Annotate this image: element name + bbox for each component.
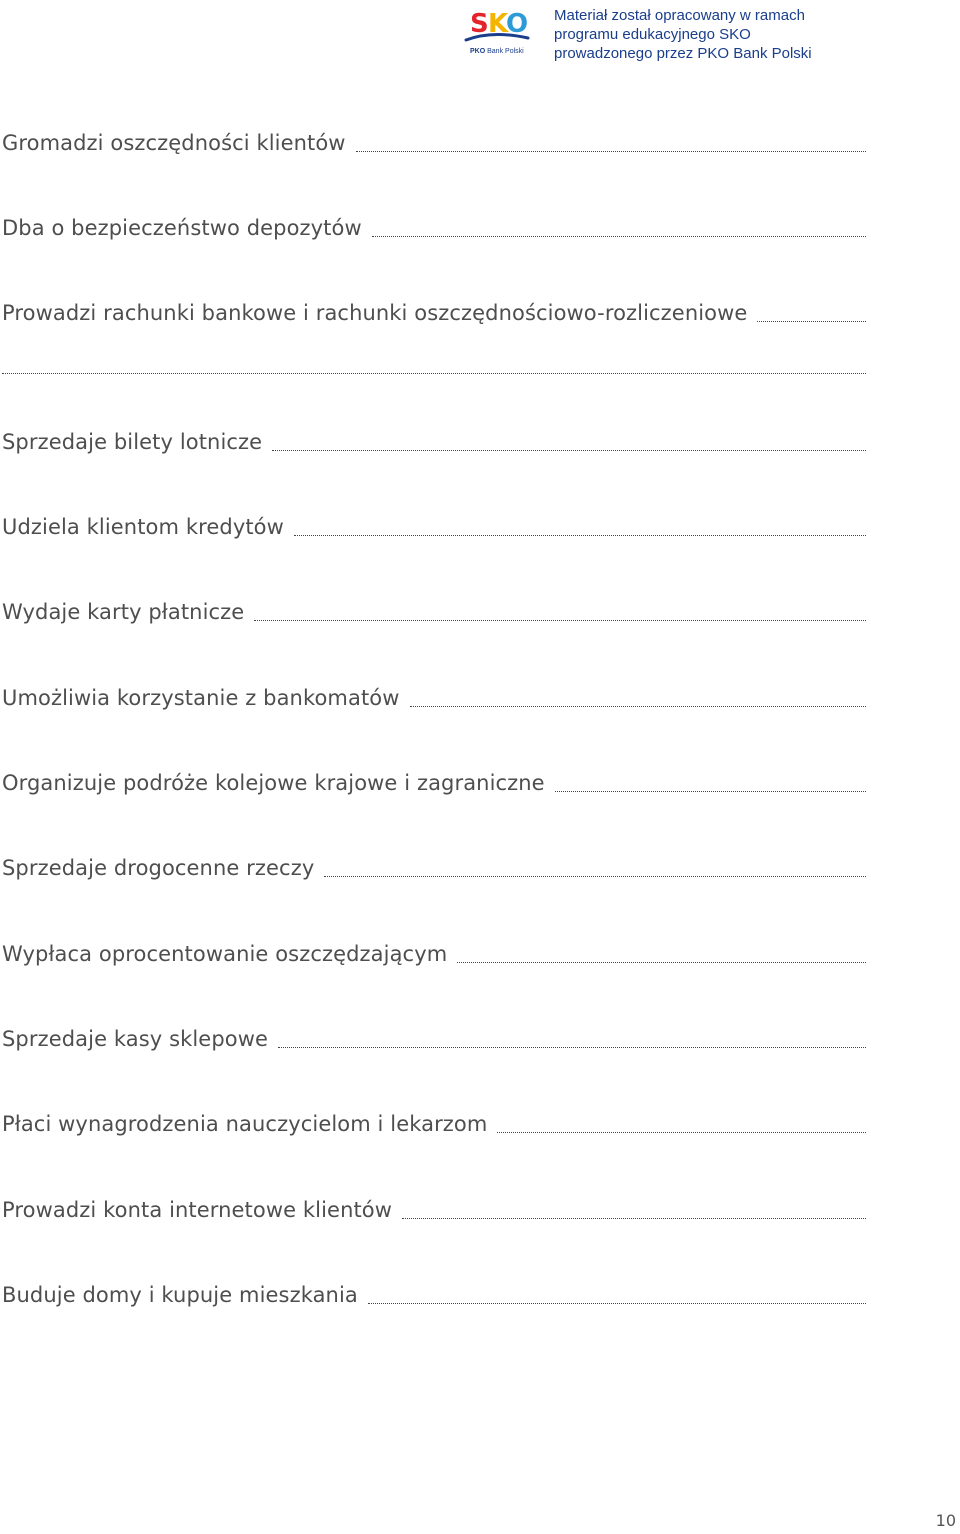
statement-label: Prowadzi konta internetowe klientów bbox=[2, 1198, 393, 1222]
statement-label: Prowadzi rachunki bankowe i rachunki oszczędnościowo-rozliczeniowe bbox=[2, 301, 748, 325]
statement-row bbox=[2, 292, 866, 326]
statement-row bbox=[2, 421, 866, 455]
answer-line[interactable] bbox=[757, 321, 866, 322]
statement-label: Organizuje podróże kolejowe krajowe i zagraniczne bbox=[2, 771, 545, 795]
answer-line[interactable] bbox=[356, 151, 866, 152]
statement-label: Umożliwia korzystanie z bankomatów bbox=[2, 686, 400, 710]
answer-line[interactable] bbox=[324, 876, 866, 877]
sko-logo-icon bbox=[462, 2, 534, 50]
statement-row bbox=[2, 933, 866, 967]
page-number: 10 bbox=[935, 1511, 956, 1530]
statement-label: Buduje domy i kupuje mieszkania bbox=[2, 1283, 358, 1307]
statement-row bbox=[2, 762, 866, 796]
statement-label: Płaci wynagrodzenia nauczycielom i lekarzom bbox=[2, 1112, 488, 1136]
header-line-1: Materiał został opracowany w ramach bbox=[554, 7, 805, 24]
logo-caption-rest: Bank Polski bbox=[487, 48, 524, 55]
statement-label: Sprzedaje bilety lotnicze bbox=[2, 430, 263, 454]
statement-row bbox=[2, 506, 866, 540]
statement-row bbox=[2, 677, 866, 711]
answer-line[interactable] bbox=[497, 1132, 866, 1133]
statement-label: Wydaje karty płatnicze bbox=[2, 600, 245, 624]
answer-line[interactable] bbox=[368, 1303, 866, 1304]
statement-row bbox=[2, 207, 866, 241]
statement-row bbox=[2, 1189, 866, 1223]
page-header bbox=[462, 2, 952, 68]
statement-row bbox=[2, 1274, 866, 1308]
answer-line[interactable] bbox=[410, 706, 867, 707]
answer-line[interactable] bbox=[402, 1218, 866, 1219]
answer-line[interactable] bbox=[254, 620, 866, 621]
statement-label: Wypłaca oprocentowanie oszczędzającym bbox=[2, 942, 448, 966]
statement-row bbox=[2, 1018, 866, 1052]
statement-row bbox=[2, 591, 866, 625]
logo-caption-bold: PKO bbox=[470, 48, 486, 55]
svg-text:O: O bbox=[506, 9, 529, 39]
statement-label: Sprzedaje kasy sklepowe bbox=[2, 1027, 268, 1051]
answer-line[interactable] bbox=[278, 1047, 866, 1048]
statement-label: Dba o bezpieczeństwo depozytów bbox=[2, 216, 362, 240]
statement-label: Sprzedaje drogocenne rzeczy bbox=[2, 856, 315, 880]
statement-label: Udziela klientom kredytów bbox=[2, 515, 284, 539]
header-line-2: programu edukacyjnego SKO bbox=[554, 26, 751, 43]
header-line-3: prowadzonego przez PKO Bank Polski bbox=[554, 45, 812, 62]
statement-label: Gromadzi oszczędności klientów bbox=[2, 131, 346, 155]
answer-line[interactable] bbox=[457, 962, 866, 963]
answer-line[interactable] bbox=[555, 791, 866, 792]
answer-line-continuation[interactable] bbox=[2, 373, 866, 374]
statement-row bbox=[2, 847, 866, 881]
sko-logo bbox=[462, 2, 534, 62]
statement-row bbox=[2, 1103, 866, 1137]
svg-text:K: K bbox=[488, 9, 509, 39]
svg-text:S: S bbox=[470, 9, 489, 39]
answer-line[interactable] bbox=[272, 450, 866, 451]
answer-line[interactable] bbox=[294, 535, 866, 536]
logo-caption bbox=[470, 48, 524, 55]
header-text bbox=[554, 6, 812, 63]
answer-line[interactable] bbox=[372, 236, 866, 237]
statement-row bbox=[2, 122, 866, 156]
